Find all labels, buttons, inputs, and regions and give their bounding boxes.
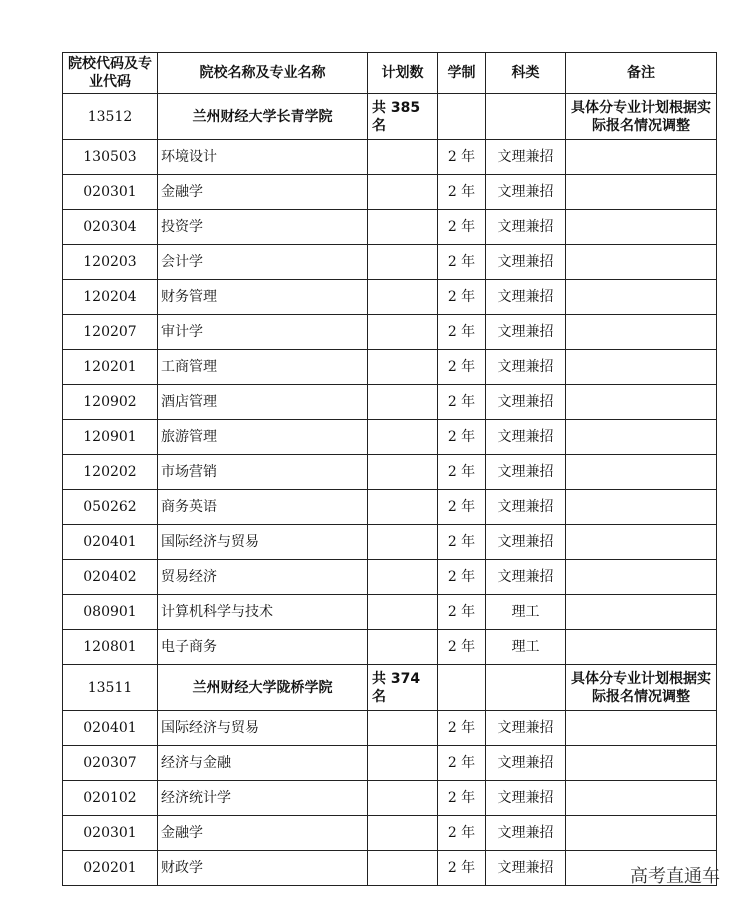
major-row — [63, 851, 717, 886]
major-code: 120202 — [63, 455, 158, 490]
major-type: 文理兼招 — [486, 245, 566, 280]
major-type: 文理兼招 — [486, 385, 566, 420]
college-years — [438, 94, 486, 140]
major-row — [63, 280, 717, 315]
major-code: 020402 — [63, 560, 158, 595]
major-type: 文理兼招 — [486, 315, 566, 350]
major-row — [63, 175, 717, 210]
major-name: 国际经济与贸易 — [158, 711, 368, 746]
major-name: 经济与金融 — [158, 746, 368, 781]
major-note — [566, 595, 717, 630]
major-name: 电子商务 — [158, 630, 368, 665]
major-plan — [368, 280, 438, 315]
major-years: 2 年 — [438, 455, 486, 490]
table-body — [63, 53, 717, 886]
major-note — [566, 210, 717, 245]
major-type: 文理兼招 — [486, 420, 566, 455]
header-name: 院校名称及专业名称 — [158, 53, 368, 94]
major-row — [63, 746, 717, 781]
major-code: 120201 — [63, 350, 158, 385]
major-plan — [368, 490, 438, 525]
major-note — [566, 816, 717, 851]
major-code: 120902 — [63, 385, 158, 420]
major-type: 文理兼招 — [486, 350, 566, 385]
major-name: 商务英语 — [158, 490, 368, 525]
major-plan — [368, 385, 438, 420]
major-years: 2 年 — [438, 851, 486, 886]
major-note — [566, 280, 717, 315]
major-code: 020304 — [63, 210, 158, 245]
major-row — [63, 630, 717, 665]
major-note — [566, 315, 717, 350]
enrollment-table — [62, 52, 717, 886]
major-row — [63, 490, 717, 525]
major-code: 020401 — [63, 711, 158, 746]
major-row — [63, 816, 717, 851]
major-plan — [368, 245, 438, 280]
major-years: 2 年 — [438, 315, 486, 350]
major-code: 120207 — [63, 315, 158, 350]
header-years: 学制 — [438, 53, 486, 94]
major-type: 文理兼招 — [486, 280, 566, 315]
major-row — [63, 595, 717, 630]
major-row — [63, 210, 717, 245]
major-plan — [368, 595, 438, 630]
major-type: 理工 — [486, 630, 566, 665]
major-type: 文理兼招 — [486, 781, 566, 816]
major-code: 020201 — [63, 851, 158, 886]
major-row — [63, 781, 717, 816]
major-years: 2 年 — [438, 711, 486, 746]
major-years: 2 年 — [438, 350, 486, 385]
major-name: 投资学 — [158, 210, 368, 245]
major-note — [566, 630, 717, 665]
major-name: 财务管理 — [158, 280, 368, 315]
major-years: 2 年 — [438, 420, 486, 455]
major-code: 120203 — [63, 245, 158, 280]
major-plan — [368, 851, 438, 886]
college-name: 兰州财经大学长青学院 — [158, 94, 368, 140]
major-name: 旅游管理 — [158, 420, 368, 455]
header-type: 科类 — [486, 53, 566, 94]
major-plan — [368, 315, 438, 350]
major-years: 2 年 — [438, 280, 486, 315]
major-plan — [368, 140, 438, 175]
major-row — [63, 385, 717, 420]
major-note — [566, 175, 717, 210]
college-name: 兰州财经大学陇桥学院 — [158, 665, 368, 711]
major-name: 环境设计 — [158, 140, 368, 175]
major-name: 酒店管理 — [158, 385, 368, 420]
major-name: 贸易经济 — [158, 560, 368, 595]
watermark: 高考直通车 — [630, 866, 720, 887]
major-plan — [368, 816, 438, 851]
major-plan — [368, 210, 438, 245]
major-years: 2 年 — [438, 630, 486, 665]
major-years: 2 年 — [438, 525, 486, 560]
major-note — [566, 781, 717, 816]
major-row — [63, 455, 717, 490]
major-code: 130503 — [63, 140, 158, 175]
major-name: 工商管理 — [158, 350, 368, 385]
major-years: 2 年 — [438, 140, 486, 175]
major-note — [566, 420, 717, 455]
major-row — [63, 245, 717, 280]
major-code: 120901 — [63, 420, 158, 455]
major-plan — [368, 420, 438, 455]
major-row — [63, 315, 717, 350]
major-note — [566, 525, 717, 560]
major-plan — [368, 175, 438, 210]
major-plan — [368, 746, 438, 781]
major-code: 050262 — [63, 490, 158, 525]
major-years: 2 年 — [438, 245, 486, 280]
major-type: 理工 — [486, 595, 566, 630]
major-years: 2 年 — [438, 490, 486, 525]
major-type: 文理兼招 — [486, 140, 566, 175]
major-type: 文理兼招 — [486, 455, 566, 490]
major-row — [63, 140, 717, 175]
major-type: 文理兼招 — [486, 490, 566, 525]
major-code: 020301 — [63, 816, 158, 851]
major-years: 2 年 — [438, 781, 486, 816]
major-note — [566, 490, 717, 525]
major-years: 2 年 — [438, 385, 486, 420]
header-row — [63, 53, 717, 94]
major-years: 2 年 — [438, 595, 486, 630]
major-plan — [368, 711, 438, 746]
major-row — [63, 525, 717, 560]
header-note: 备注 — [566, 53, 717, 94]
header-code: 院校代码及专业代码 — [63, 53, 158, 94]
major-name: 市场营销 — [158, 455, 368, 490]
major-note — [566, 560, 717, 595]
major-name: 国际经济与贸易 — [158, 525, 368, 560]
major-code: 020102 — [63, 781, 158, 816]
major-row — [63, 560, 717, 595]
major-years: 2 年 — [438, 746, 486, 781]
major-note — [566, 385, 717, 420]
major-plan — [368, 455, 438, 490]
major-plan — [368, 630, 438, 665]
major-type: 文理兼招 — [486, 851, 566, 886]
major-code: 120204 — [63, 280, 158, 315]
major-name: 财政学 — [158, 851, 368, 886]
college-code: 13511 — [63, 665, 158, 711]
major-name: 金融学 — [158, 816, 368, 851]
major-plan — [368, 525, 438, 560]
college-row — [63, 94, 717, 140]
major-note — [566, 711, 717, 746]
college-type — [486, 665, 566, 711]
college-plan: 共 374 名 — [368, 665, 438, 711]
major-type: 文理兼招 — [486, 746, 566, 781]
major-code: 080901 — [63, 595, 158, 630]
college-years — [438, 665, 486, 711]
major-name: 计算机科学与技术 — [158, 595, 368, 630]
major-code: 020401 — [63, 525, 158, 560]
college-type — [486, 94, 566, 140]
major-type: 文理兼招 — [486, 525, 566, 560]
major-row — [63, 711, 717, 746]
major-note — [566, 455, 717, 490]
major-type: 文理兼招 — [486, 560, 566, 595]
major-years: 2 年 — [438, 816, 486, 851]
major-plan — [368, 560, 438, 595]
major-note — [566, 140, 717, 175]
major-row — [63, 350, 717, 385]
major-note — [566, 746, 717, 781]
major-type: 文理兼招 — [486, 210, 566, 245]
major-note — [566, 350, 717, 385]
major-note — [566, 245, 717, 280]
college-row — [63, 665, 717, 711]
major-years: 2 年 — [438, 175, 486, 210]
major-name: 经济统计学 — [158, 781, 368, 816]
major-type: 文理兼招 — [486, 816, 566, 851]
major-years: 2 年 — [438, 210, 486, 245]
major-years: 2 年 — [438, 560, 486, 595]
college-note: 具体分专业计划根据实际报名情况调整 — [566, 94, 717, 140]
major-row — [63, 420, 717, 455]
major-plan — [368, 350, 438, 385]
header-plan: 计划数 — [368, 53, 438, 94]
major-type: 文理兼招 — [486, 711, 566, 746]
major-name: 金融学 — [158, 175, 368, 210]
major-code: 020307 — [63, 746, 158, 781]
major-plan — [368, 781, 438, 816]
college-code: 13512 — [63, 94, 158, 140]
major-code: 120801 — [63, 630, 158, 665]
major-code: 020301 — [63, 175, 158, 210]
major-type: 文理兼招 — [486, 175, 566, 210]
major-name: 会计学 — [158, 245, 368, 280]
major-name: 审计学 — [158, 315, 368, 350]
college-plan: 共 385 名 — [368, 94, 438, 140]
college-note: 具体分专业计划根据实际报名情况调整 — [566, 665, 717, 711]
